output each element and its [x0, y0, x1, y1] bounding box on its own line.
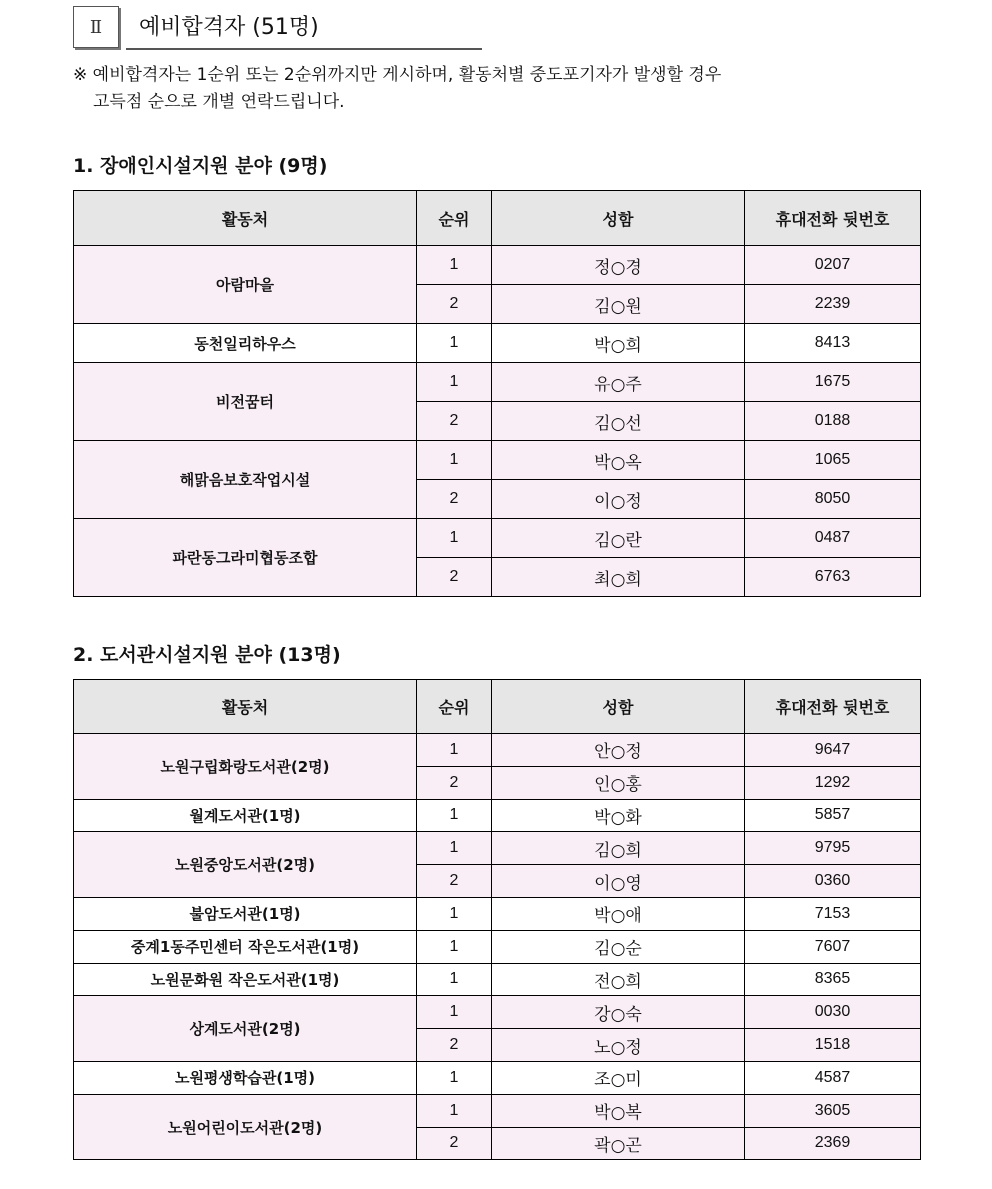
place-cell: 노원구립화랑도서관(2명) — [74, 734, 417, 800]
rank-cell: 1 — [417, 324, 492, 363]
rank-cell: 2 — [417, 402, 492, 441]
notice-line-2: 고득점 순으로 개별 연락드립니다. — [93, 92, 345, 112]
column-header-name: 성함 — [492, 191, 745, 246]
rank-cell: 1 — [417, 897, 492, 930]
notice-line-1: ※ 예비합격자는 1순위 또는 2순위까지만 게시하며, 활동처별 중도포기자가 발생할 경우 — [73, 65, 722, 85]
name-cell: 최○희 — [492, 558, 745, 597]
table-header-row — [74, 191, 921, 246]
section-number-box: Ⅱ — [73, 6, 119, 48]
name-cell: 조○미 — [492, 1061, 745, 1094]
phone-cell: 0487 — [745, 519, 921, 558]
name-cell: 박○희 — [492, 324, 745, 363]
column-header-place: 활동처 — [74, 680, 417, 734]
place-cell: 노원문화원 작은도서관(1명) — [74, 963, 417, 996]
subsection-title-library: 2. 도서관시설지원 분야 (13명) — [73, 644, 341, 666]
place-cell: 비전꿈터 — [74, 363, 417, 441]
phone-cell: 0360 — [745, 865, 921, 898]
phone-cell: 9647 — [745, 734, 921, 767]
table-body — [74, 246, 921, 597]
rank-cell: 1 — [417, 246, 492, 285]
name-cell: 인○홍 — [492, 766, 745, 799]
phone-cell: 0030 — [745, 996, 921, 1029]
name-cell: 김○순 — [492, 930, 745, 963]
name-cell: 노○정 — [492, 1029, 745, 1062]
subsection-title-disability: 1. 장애인시설지원 분야 (9명) — [73, 155, 328, 177]
name-cell: 박○복 — [492, 1094, 745, 1127]
phone-cell: 9795 — [745, 832, 921, 865]
name-cell: 곽○곤 — [492, 1127, 745, 1160]
column-header-phone: 휴대전화 뒷번호 — [745, 680, 921, 734]
place-cell: 파란동그라미협동조합 — [74, 519, 417, 597]
phone-cell: 1518 — [745, 1029, 921, 1062]
place-cell: 노원평생학습관(1명) — [74, 1061, 417, 1094]
table-row — [74, 832, 921, 865]
phone-cell: 8413 — [745, 324, 921, 363]
table-body — [74, 734, 921, 1160]
table-row — [74, 519, 921, 558]
phone-cell: 0207 — [745, 246, 921, 285]
rank-cell: 2 — [417, 480, 492, 519]
rank-cell: 2 — [417, 1127, 492, 1160]
rank-cell: 1 — [417, 930, 492, 963]
rank-cell: 2 — [417, 865, 492, 898]
phone-cell: 1065 — [745, 441, 921, 480]
rank-cell: 1 — [417, 963, 492, 996]
table-row — [74, 363, 921, 402]
notice-text — [73, 62, 913, 116]
rank-cell: 2 — [417, 285, 492, 324]
phone-cell: 3605 — [745, 1094, 921, 1127]
phone-cell: 8050 — [745, 480, 921, 519]
phone-cell: 2369 — [745, 1127, 921, 1160]
place-cell: 상계도서관(2명) — [74, 996, 417, 1062]
rank-cell: 1 — [417, 1094, 492, 1127]
name-cell: 김○희 — [492, 832, 745, 865]
phone-cell: 2239 — [745, 285, 921, 324]
name-cell: 안○정 — [492, 734, 745, 767]
place-cell: 노원어린이도서관(2명) — [74, 1094, 417, 1160]
phone-cell: 8365 — [745, 963, 921, 996]
phone-cell: 1292 — [745, 766, 921, 799]
rank-cell: 1 — [417, 441, 492, 480]
name-cell: 박○화 — [492, 799, 745, 832]
table-library-facilities — [73, 679, 921, 1160]
table-row — [74, 324, 921, 363]
place-cell: 아람마을 — [74, 246, 417, 324]
phone-cell: 1675 — [745, 363, 921, 402]
place-cell: 중계1동주민센터 작은도서관(1명) — [74, 930, 417, 963]
phone-cell: 5857 — [745, 799, 921, 832]
table-row — [74, 1061, 921, 1094]
rank-cell: 2 — [417, 766, 492, 799]
table-row — [74, 897, 921, 930]
table-row — [74, 996, 921, 1029]
name-cell: 김○란 — [492, 519, 745, 558]
name-cell: 전○희 — [492, 963, 745, 996]
rank-cell: 2 — [417, 1029, 492, 1062]
table-row — [74, 734, 921, 767]
name-cell: 정○경 — [492, 246, 745, 285]
place-cell: 노원중앙도서관(2명) — [74, 832, 417, 898]
name-cell: 이○영 — [492, 865, 745, 898]
name-cell: 김○선 — [492, 402, 745, 441]
table-row — [74, 441, 921, 480]
rank-cell: 1 — [417, 363, 492, 402]
name-cell: 이○정 — [492, 480, 745, 519]
table-row — [74, 246, 921, 285]
phone-cell: 7607 — [745, 930, 921, 963]
place-cell: 해맑음보호작업시설 — [74, 441, 417, 519]
name-cell: 강○숙 — [492, 996, 745, 1029]
column-header-name: 성함 — [492, 680, 745, 734]
rank-cell: 1 — [417, 519, 492, 558]
section-title: 예비합격자 (51명) — [139, 15, 319, 40]
rank-cell: 1 — [417, 799, 492, 832]
title-underline — [126, 48, 482, 50]
place-cell: 월계도서관(1명) — [74, 799, 417, 832]
name-cell: 유○주 — [492, 363, 745, 402]
column-header-phone: 휴대전화 뒷번호 — [745, 191, 921, 246]
place-cell: 불암도서관(1명) — [74, 897, 417, 930]
place-cell: 동천일리하우스 — [74, 324, 417, 363]
rank-cell: 2 — [417, 558, 492, 597]
name-cell: 박○애 — [492, 897, 745, 930]
phone-cell: 0188 — [745, 402, 921, 441]
table-row — [74, 930, 921, 963]
phone-cell: 4587 — [745, 1061, 921, 1094]
table-row — [74, 799, 921, 832]
column-header-place: 활동처 — [74, 191, 417, 246]
table-row — [74, 1094, 921, 1127]
column-header-rank: 순위 — [417, 191, 492, 246]
rank-cell: 1 — [417, 1061, 492, 1094]
table-row — [74, 963, 921, 996]
table-header-row — [74, 680, 921, 734]
rank-cell: 1 — [417, 996, 492, 1029]
phone-cell: 7153 — [745, 897, 921, 930]
name-cell: 김○원 — [492, 285, 745, 324]
phone-cell: 6763 — [745, 558, 921, 597]
table-disability-facilities — [73, 190, 921, 597]
column-header-rank: 순위 — [417, 680, 492, 734]
rank-cell: 1 — [417, 734, 492, 767]
name-cell: 박○옥 — [492, 441, 745, 480]
rank-cell: 1 — [417, 832, 492, 865]
